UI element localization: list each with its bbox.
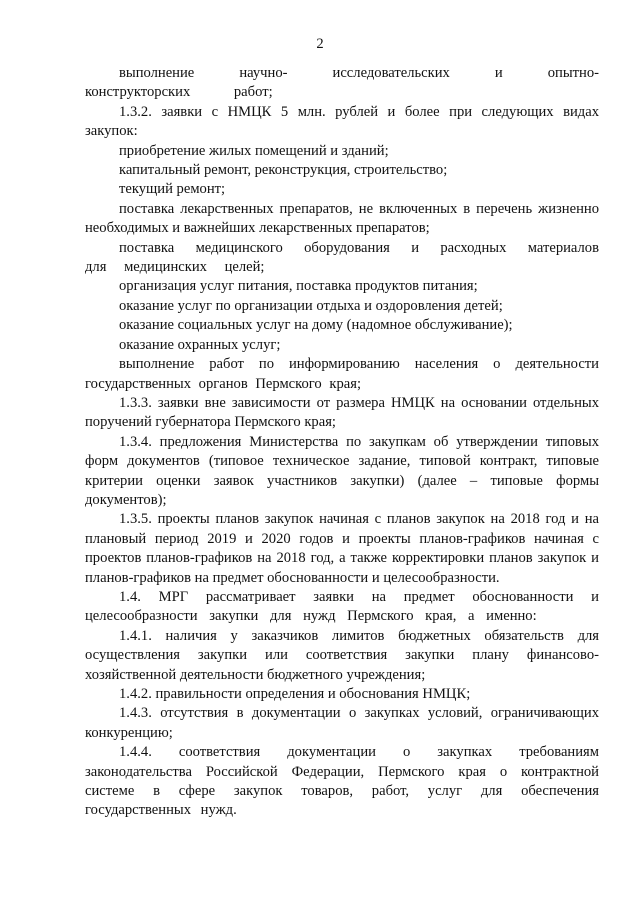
- page-number: 2: [316, 36, 324, 52]
- paragraph: 1.4. МРГ рассматривает заявки на предмет обоснованности и целесообразности закупки для нужд Пермского края, а именно:: [85, 588, 599, 625]
- paragraph: 1.4.1. наличия у заказчиков лимитов бюджетных обязательств для осуществления закупки или соответствия закупки плану финансово-хозяйственной деятельности бюджетного учреждения;: [85, 627, 599, 683]
- paragraph: 1.3.3. заявки вне зависимости от размера НМЦК на основании отдельных поручений губернатора Пермского края;: [85, 394, 599, 431]
- paragraph: выполнение научно- исследовательских и опытно-конструкторских работ;: [85, 65, 599, 101]
- paragraph: организация услуг питания, поставка продуктов питания;: [119, 278, 478, 295]
- paragraph: выполнение работ по информированию населения о деятельности государственных органов Пермского края;: [85, 356, 599, 392]
- paragraph: поставка медицинского оборудования и расходных материалов для медицинских целей;: [85, 239, 599, 276]
- paragraph: текущий ремонт;: [119, 181, 226, 198]
- paragraph: 1.3.2. заявки с НМЦК 5 млн. рублей и более при следующих видах закупок:: [85, 103, 599, 140]
- paragraph: 1.4.2. правильности определения и обоснования НМЦК;: [119, 686, 471, 702]
- paragraph: капитальный ремонт, реконструкция, строительство;: [119, 162, 448, 179]
- paragraph: оказание охранных услуг;: [119, 336, 281, 353]
- paragraph: 1.3.4. предложения Министерства по закупкам об утверждении типовых форм документов (типовое техническое задание, типовой контракт, типовые критерии оценки заявок участников закупки) (далее – типовые формы документов);: [85, 433, 599, 508]
- paragraph: поставка лекарственных препаратов, не включенных в перечень жизненно необходимых и важнейших лекарственных препаратов;: [85, 200, 599, 237]
- paragraph: 1.4.4. соответствия документации о закупках требованиям законодательства Российской Федерации, Пермского края о контрактной системе в сфере закупок товаров, работ, услуг для обеспечения государственных нужд.: [85, 744, 599, 819]
- document-body: [85, 64, 599, 821]
- paragraph: оказание услуг по организации отдыха и оздоровления детей;: [119, 297, 503, 314]
- paragraph: 1.3.5. проекты планов закупок начиная с планов закупок на 2018 год и на плановый период 2019 и 2020 годов и проекты планов-графиков начиная с проектов планов-графиков на 2018 год, а также корректировки планов закупок и планов-графиков на предмет обоснованности и целесообразности.: [85, 511, 599, 586]
- paragraph: приобретение жилых помещений и зданий;: [119, 142, 389, 159]
- paragraph: оказание социальных услуг на дому (надомное обслуживание);: [119, 317, 513, 334]
- paragraph: 1.4.3. отсутствия в документации о закупках условий, ограничивающих конкуренцию;: [85, 705, 599, 741]
